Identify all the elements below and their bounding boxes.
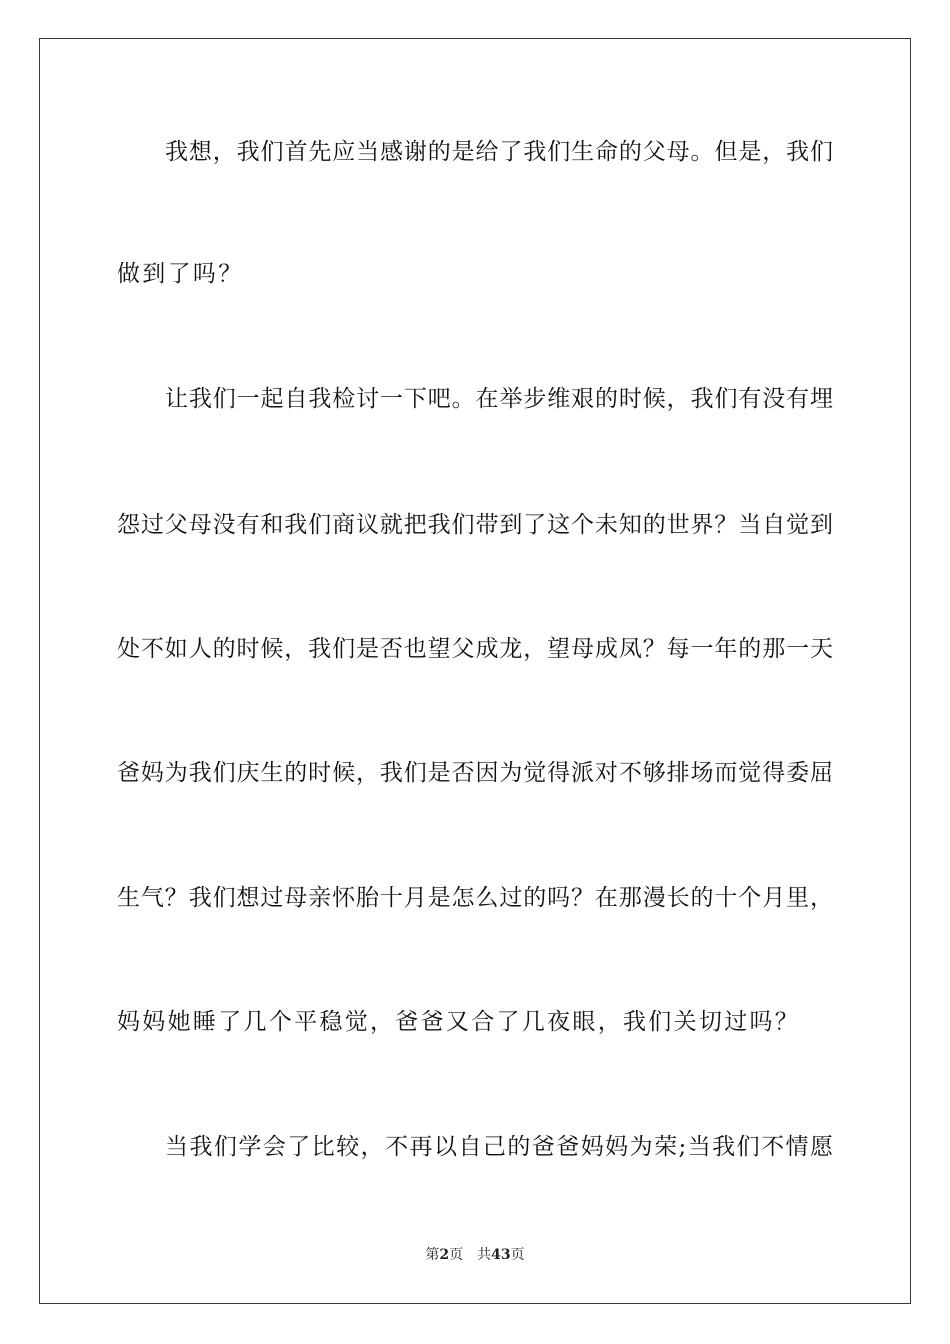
total-suffix: 页 (510, 1247, 525, 1263)
paragraph-1-line-2: 做到了吗？ (117, 261, 244, 287)
paragraph-1-line-1: 我想，我们首先应当感谢的是给了我们生命的父母。但是，我们 (165, 139, 833, 165)
page-prefix: 第 (425, 1247, 440, 1263)
paragraph-2-line-6: 妈妈她睡了几个平稳觉，爸爸又合了几夜眼，我们关切过吗？ (117, 1009, 801, 1035)
paragraph-2-line-2: 怨过父母没有和我们商议就把我们带到了这个未知的世界？当自觉到 (117, 512, 833, 538)
total-prefix: 共 (477, 1247, 492, 1263)
paragraph-3-line-1: 当我们学会了比较，不再以自己的爸爸妈妈为荣;当我们不情愿 (165, 1134, 833, 1160)
total-pages: 43 (491, 1247, 511, 1263)
page-suffix: 页 (449, 1247, 464, 1263)
page-footer (0, 1246, 950, 1264)
paragraph-2-line-3: 处不如人的时候，我们是否也望父成龙，望母成凤？每一年的那一天 (117, 636, 833, 662)
paragraph-2-line-5: 生气？我们想过母亲怀胎十月是怎么过的吗？在那漫长的十个月里， (117, 885, 833, 911)
page-number: 2 (439, 1247, 450, 1263)
page-frame (39, 38, 911, 1304)
paragraph-2-line-1: 让我们一起自我检讨一下吧。在举步维艰的时候，我们有没有埋 (165, 386, 833, 412)
paragraph-2-line-4: 爸妈为我们庆生的时候，我们是否因为觉得派对不够排场而觉得委屈 (117, 760, 833, 786)
